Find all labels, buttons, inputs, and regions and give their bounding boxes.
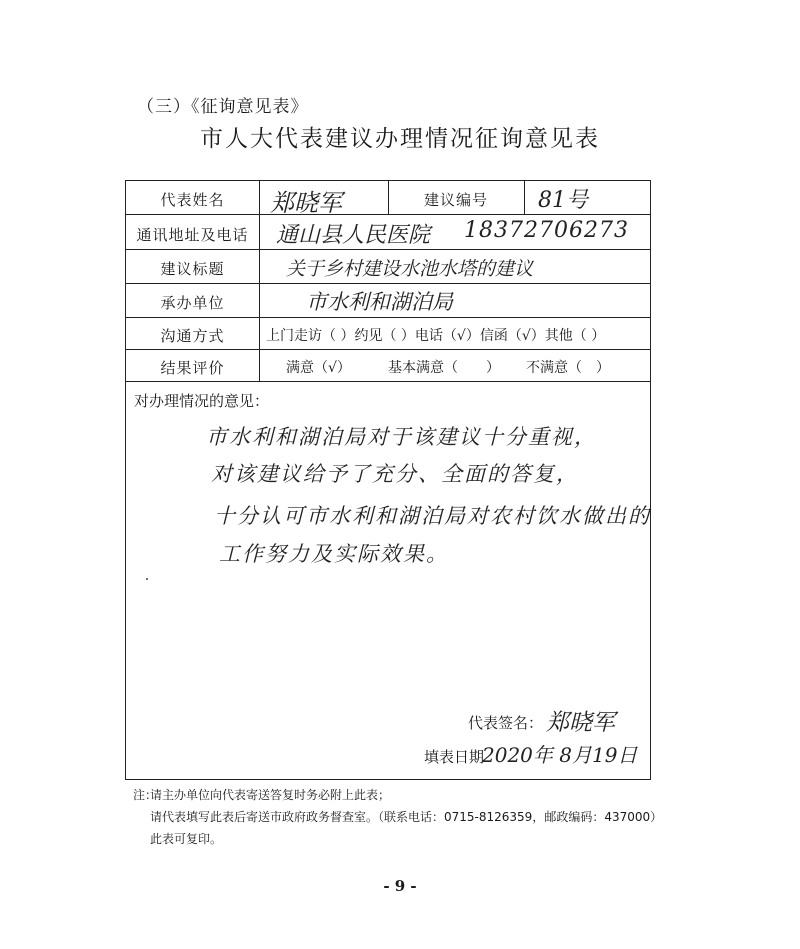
- communication-options[interactable]: 上门走访（ ）约见（ ）电话（√）信函（√）其他（ ）: [266, 328, 606, 344]
- note-prefix: 注：: [133, 788, 158, 802]
- opinion-line: 市水利和湖泊局对于该建议十分重视，: [206, 425, 597, 449]
- representative-name-value[interactable]: 郑晓军: [270, 189, 342, 217]
- proposal-number-label: 建议编号: [423, 191, 488, 209]
- opinion-line: 工作努力及实际效果。: [219, 542, 449, 566]
- date-label: 填表日期: [424, 748, 485, 766]
- opinion-line: 对该建议给予了充分、全面的答复，: [211, 462, 579, 486]
- stray-mark: [146, 578, 148, 580]
- signature-label: 代表签名：: [468, 714, 544, 732]
- representative-name-label: 代表姓名: [160, 191, 225, 209]
- date-value[interactable]: 2020年 8月19日: [482, 743, 638, 767]
- page-number: - 9 -: [383, 877, 417, 895]
- footnotes: [133, 784, 663, 850]
- phone-value[interactable]: 18372706273: [464, 218, 629, 243]
- opinion-line: 十分认可市水利和湖泊局对农村饮水做出的: [214, 504, 651, 528]
- address-phone-label: 通讯地址及电话: [136, 226, 249, 244]
- evaluation-basic-satisfied[interactable]: 基本满意（ ）: [388, 360, 500, 376]
- note-line: 请代表填写此表后寄送市政府政务督查室。（联系电话：0715-8126359，邮政编码：437000）: [150, 810, 663, 824]
- page-title: 市人大代表建议办理情况征询意见表: [200, 126, 600, 152]
- communication-label: 沟通方式: [160, 327, 225, 345]
- proposal-title-value[interactable]: 关于乡村建设水池水塔的建议: [286, 258, 534, 280]
- signature-name: 郑晓军: [546, 710, 615, 736]
- proposal-title-label: 建议标题: [160, 260, 225, 278]
- proposal-number-value[interactable]: 81号: [538, 188, 588, 213]
- evaluation-not-satisfied[interactable]: 不满意（ ）: [526, 360, 610, 376]
- note-line: 此表可复印。: [150, 832, 223, 846]
- address-value[interactable]: 通山县人民医院: [276, 223, 431, 248]
- feedback-form: [125, 180, 651, 780]
- evaluation-satisfied[interactable]: 满意（√）: [286, 360, 351, 376]
- handling-unit-label: 承办单位: [160, 294, 225, 312]
- section-label: （三）《征询意见表》: [137, 97, 309, 117]
- evaluation-label: 结果评价: [160, 359, 225, 377]
- opinion-label: 对办理情况的意见：: [134, 392, 270, 410]
- note-line: 请主办单位向代表寄送答复时务必附上此表；: [150, 788, 391, 802]
- handling-unit-value[interactable]: 市水利和湖泊局: [306, 290, 453, 314]
